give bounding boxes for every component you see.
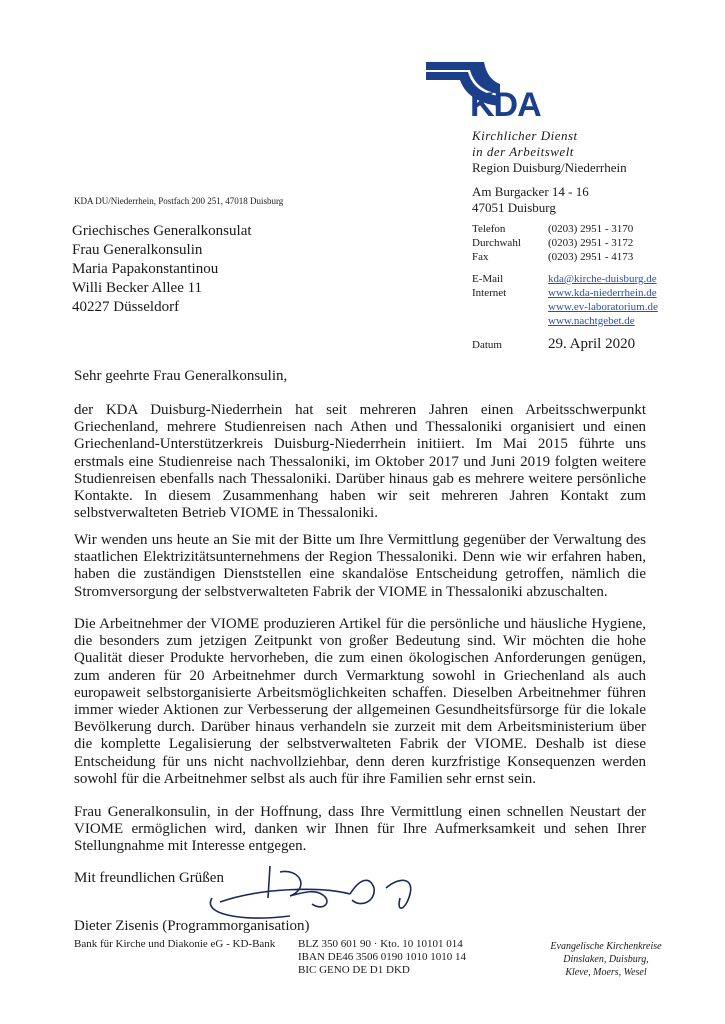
church-line: Dinslaken, Duisburg, (563, 954, 649, 965)
fax-value: (0203) 2951 - 4173 (548, 251, 634, 263)
body-paragraph: Wir wenden uns heute an Sie mit der Bitte um Ihre Vermittlung gegenüber der Verwaltung des staatlichen Elektrizitätsunternehmens der Region Thessaloniki. Denn wie wir erfahren haben, haben die zuständigen Dienststellen eine skandalöse Entscheidung getroffen, nämlich die Stromversorgung der selbstverwalteten Fabrik der VIOME in Thessaloniki abzuschalten. (74, 532, 646, 600)
recipient-line: Willi Becker Allee 11 (72, 280, 203, 296)
bank-line: BIC GENO DE D1 DKD (298, 964, 410, 976)
direct-value: (0203) 2951 - 3172 (548, 237, 634, 249)
org-line-1: Kirchlicher Dienst (472, 128, 578, 143)
date-value: 29. April 2020 (548, 336, 636, 352)
fax-label: Fax (472, 251, 489, 263)
internet-label: Internet (472, 287, 507, 299)
bank-name: Bank für Kirche und Diakonie eG - KD-Bank (74, 938, 276, 950)
body-paragraph: der KDA Duisburg-Niederrhein hat seit mehreren Jahren einen Arbeitsschwerpunkt Griechenland, mehrere Studienreisen nach Athen und Thessaloniki organisiert und einen Griechenland-Unterstützerkreis Duisburg-Niederrhein initiiert. Im Mai 2015 führte uns erstmals eine Studienreise nach Thessaloniki, im Oktober 2017 und Juni 2019 folgten weitere Studienreisen ebenfalls nach Thessaloniki. Darüber hinaus gab es mehrere weitere persönliche Kontakte. In diesem Zusammenhang haben wir seit mehreren Jahren Kontakt zum selbstverwalteten Betrieb VIOME in Thessaloniki. (74, 402, 646, 522)
web-block (472, 272, 658, 328)
body-paragraph: Die Arbeitnehmer der VIOME produzieren Artikel für die persönliche und häusliche Hygiene, die besonders zum jetzigen Zeitpunkt von großer Bedeutung sind. Wir möchten die hohe Qualität dieser Produkte hervorheben, die zum einen ökologischen Anforderungen genügen, zum anderen für 20 Arbeitnehmer durch Vermarktung sowohl in Griechenland als auch europaweit selbstorganisierte Arbeitsmöglichkeiten schaffen. Dieselben Arbeitnehmer führen immer wieder Aktionen zur Verbesserung der allgemeinen Gesundheitsfürsorge für die lokale Bevölkerung durch. Darüber hinaus verhandeln sie zurzeit mit dem Arbeitsministerium über die komplette Legalisierung der selbstverwalteten Fabrik der VIOME. Deshalb ist diese Entscheidung für uns nicht nachvollziehbar, denn deren kurzfristige Konsequenzen werden sowohl für die Arbeitnehmer selbst als auch für ihre Familien sehr ernst sein. (74, 616, 646, 787)
org-city: 47051 Duisburg (472, 200, 556, 215)
recipient-line: Frau Generalkonsulin (72, 242, 203, 258)
org-name (472, 128, 627, 176)
phone-label: Telefon (472, 223, 506, 235)
church-line: Kleve, Moers, Wesel (565, 967, 647, 978)
email-label: E-Mail (472, 273, 504, 285)
website-link[interactable]: www.ev-laboratorium.de (548, 301, 658, 313)
body-paragraph: Frau Generalkonsulin, in der Hoffnung, dass Ihre Vermittlung einen schnellen Neustart der VIOME ermöglichen wird, danken wir Ihnen für Ihre Aufmerksamkeit und sehen Ihrer Stellungnahme mit Interesse entgegen. (74, 804, 646, 855)
recipient-line: Griechisches Generalkonsulat (72, 223, 252, 239)
email-link[interactable]: kda@kirche-duisburg.de (548, 273, 657, 285)
website-link[interactable]: www.kda-niederrhein.de (548, 287, 657, 299)
website-link[interactable]: www.nachtgebet.de (548, 315, 635, 327)
contact-block (472, 222, 633, 264)
org-address (472, 184, 589, 216)
closing: Mit freundlichen Grüßen (74, 870, 224, 886)
church-line: Evangelische Kirchenkreise (550, 941, 662, 952)
bank-line: IBAN DE46 3506 0190 1010 1010 14 (298, 951, 467, 963)
signer-name: Dieter Zisenis (Programmorganisation) (74, 918, 310, 934)
date-label: Datum (472, 339, 502, 351)
recipient-line: Maria Papakonstantinou (72, 261, 219, 277)
church-districts (536, 940, 676, 979)
bank-details (298, 938, 466, 977)
date-block (472, 336, 635, 353)
recipient-address (72, 222, 252, 317)
logo-text: KDA (470, 86, 541, 124)
recipient-line: 40227 Düsseldorf (72, 299, 180, 315)
sender-return-line: KDA DU/Niederrhein, Postfach 200 251, 47018 Duisburg (74, 196, 284, 206)
org-line-2: in der Arbeitswelt (472, 144, 574, 159)
salutation: Sehr geehrte Frau Generalkonsulin, (74, 368, 288, 384)
direct-label: Durchwahl (472, 237, 521, 249)
org-line-3: Region Duisburg/Niederrhein (472, 160, 627, 175)
bank-line: BLZ 350 601 90 · Kto. 10 10101 014 (298, 938, 463, 950)
org-street: Am Burgacker 14 - 16 (472, 184, 589, 199)
phone-value: (0203) 2951 - 3170 (548, 223, 634, 235)
